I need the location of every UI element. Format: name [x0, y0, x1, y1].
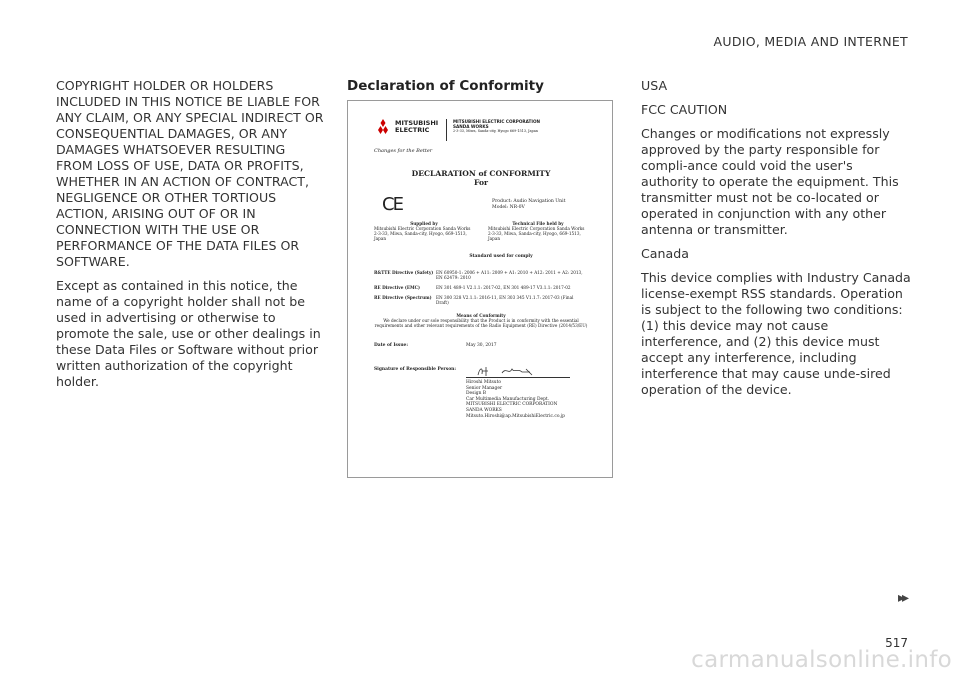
standards-heading: Standard used for comply: [469, 254, 533, 259]
supplied-by-body: Mitsubishi Electric Corporation Sanda Works 2-3-33, Miwa, Sanda-city, Hyogo, 669-1513, Japan: [374, 226, 471, 241]
date-of-issue: [374, 338, 588, 354]
means-of-conformity: [374, 313, 588, 328]
right-column: [641, 78, 913, 406]
watermark: carmanualsonline.info: [691, 647, 952, 673]
double-chevron-right-icon[interactable]: ▸▸: [897, 590, 906, 606]
brand-name-line2: ELECTRIC: [395, 126, 430, 134]
signature-row: [374, 362, 588, 378]
standard-row: [374, 270, 588, 280]
section-header: AUDIO, MEDIA AND INTERNET: [713, 34, 908, 49]
means-body: We declare under our sole responsibility that the Product is in conformity with the essential requirements and other relevant requirements of the Radio Equipment (RE) Directive (2014/53/EU): [374, 318, 588, 328]
logo-divider: [446, 119, 447, 141]
signature-line: [466, 365, 570, 378]
standard-row: [374, 295, 588, 305]
fcc-caution-heading: FCC CAUTION: [641, 102, 728, 117]
standard-label: RE Directive (Spectrum): [374, 295, 432, 300]
standard-row: [374, 285, 588, 290]
signer-details: [466, 380, 588, 419]
technical-file: [488, 221, 588, 241]
document-title-line1: DECLARATION of CONFORMITY: [411, 169, 551, 178]
supplied-by-heading: Supplied by: [410, 221, 438, 226]
brand-name-line1: MITSUBISHI: [395, 119, 439, 127]
signer-division: Car Multimedia Manufacturing Dept.: [466, 396, 550, 402]
handwritten-signature-icon: [476, 365, 556, 377]
left-column: [56, 78, 324, 398]
corp-works: SANDA WORKS: [453, 124, 489, 129]
standard-value: EN 60950-1: 2006 + A11: 2009 + A1: 2010 + A12: 2011 + A2: 2013, EN 62479: 2010: [436, 270, 583, 280]
signer-company: MITSUBISHI ELECTRIC CORPORATION: [466, 402, 558, 408]
product-model: Model: NR-0V: [492, 205, 525, 210]
document-title: [374, 169, 588, 187]
canada-heading: Canada: [641, 246, 689, 261]
brand-tagline: Changes for the Better: [374, 148, 433, 154]
document-title-line2: For: [473, 178, 489, 187]
signer-dept: Design B: [466, 391, 487, 397]
supplied-by: [374, 221, 474, 241]
signature-label: Signature of Responsible Person:: [374, 367, 456, 372]
product-name: Product: Audio Navigation Unit: [492, 199, 566, 204]
issue-date: May 30, 2017: [466, 343, 497, 348]
signer-title: Senior Manager: [466, 385, 503, 391]
corp-name: MITSUBISHI ELECTRIC CORPORATION: [453, 119, 541, 124]
usa-heading: USA: [641, 78, 668, 93]
signer-name: Hiroshi Mitsuto: [466, 380, 502, 385]
standard-value: EN 300 328 V2.1.1: 2016-11, EN 303 345 V1.1.7: 2017-03 (Final Draft): [436, 295, 574, 305]
disclaimer-paragraph: COPYRIGHT HOLDER OR HOLDERS INCLUDED IN THIS NOTICE BE LIABLE FOR ANY CLAIM, OR ANY SPECIAL INDIRECT OR CONSEQUENTIAL DAMAGES, OR ANY DAMAGES WHATSOEVER RESULTING FROM LOSS OF USE, DATA OR PROFITS, WHETHER IN AN ACTION OF CONTRACT, NEGLIGENCE OR OTHER TORTIOUS ACTION, ARISING OUT OF OR IN CONNECTION WITH THE USE OR PERFORMANCE OF THE DATA FILES OR SOFTWARE.: [56, 78, 324, 269]
standard-label: RE Directive (EMC): [374, 285, 420, 290]
signer-email: Mitsuto.Hiroshi@ap.MitsubishiElectric.co.jp: [466, 413, 565, 419]
means-heading: Means of Conformity: [456, 313, 506, 318]
declaration-heading: Declaration of Conformity: [347, 78, 544, 94]
three-diamonds-icon: [374, 119, 392, 135]
ce-mark-icon: CE: [382, 194, 402, 215]
page-number: 517: [885, 636, 908, 650]
declaration-document-image: [347, 100, 613, 478]
technical-file-body: Mitsubishi Electric Corporation Sanda Works 2-3-33, Miwa, Sanda-city, Hyogo, 669-1513, Japan: [488, 226, 585, 241]
corp-address: 2-3-33, Miwa, Sanda-city, Hyogo 669-1513, Japan: [453, 129, 538, 133]
middle-column: [347, 78, 615, 478]
fcc-caution-paragraph: Changes or modifications not expressly approved by the party responsible for compli-ance could void the user's authority to operate the equipment. This transmitter must not be co-located or operated in conjunction with any other antenna or transmitter.: [641, 126, 899, 237]
signer-works: SANDA WORKS: [466, 407, 502, 413]
issue-label: Date of Issue:: [374, 343, 408, 348]
mitsubishi-logo: [374, 119, 440, 135]
standard-label: R&TTE Directive (Safety): [374, 270, 434, 275]
product-info: [492, 199, 588, 211]
standard-value: EN 301 489-1 V2.1.1: 2017-02, EN 301 489-17 V3.1.1: 2017-02: [436, 285, 571, 290]
copyright-paragraph: Except as contained in this notice, the name of a copyright holder shall not be used in advertising or otherwise to promote the sale, use or other dealings in these Data Files or Software without prior written authorization of the copyright holder.: [56, 278, 321, 389]
technical-file-heading: Technical File held by: [512, 221, 564, 226]
canada-paragraph: This device complies with Industry Canada license-exempt RSS standards. Operation is subject to the following two conditions: (1) this device may not cause interference, and (2) this device must accept any interference, including interference that may cause unde-sired operation of the device.: [641, 270, 911, 397]
